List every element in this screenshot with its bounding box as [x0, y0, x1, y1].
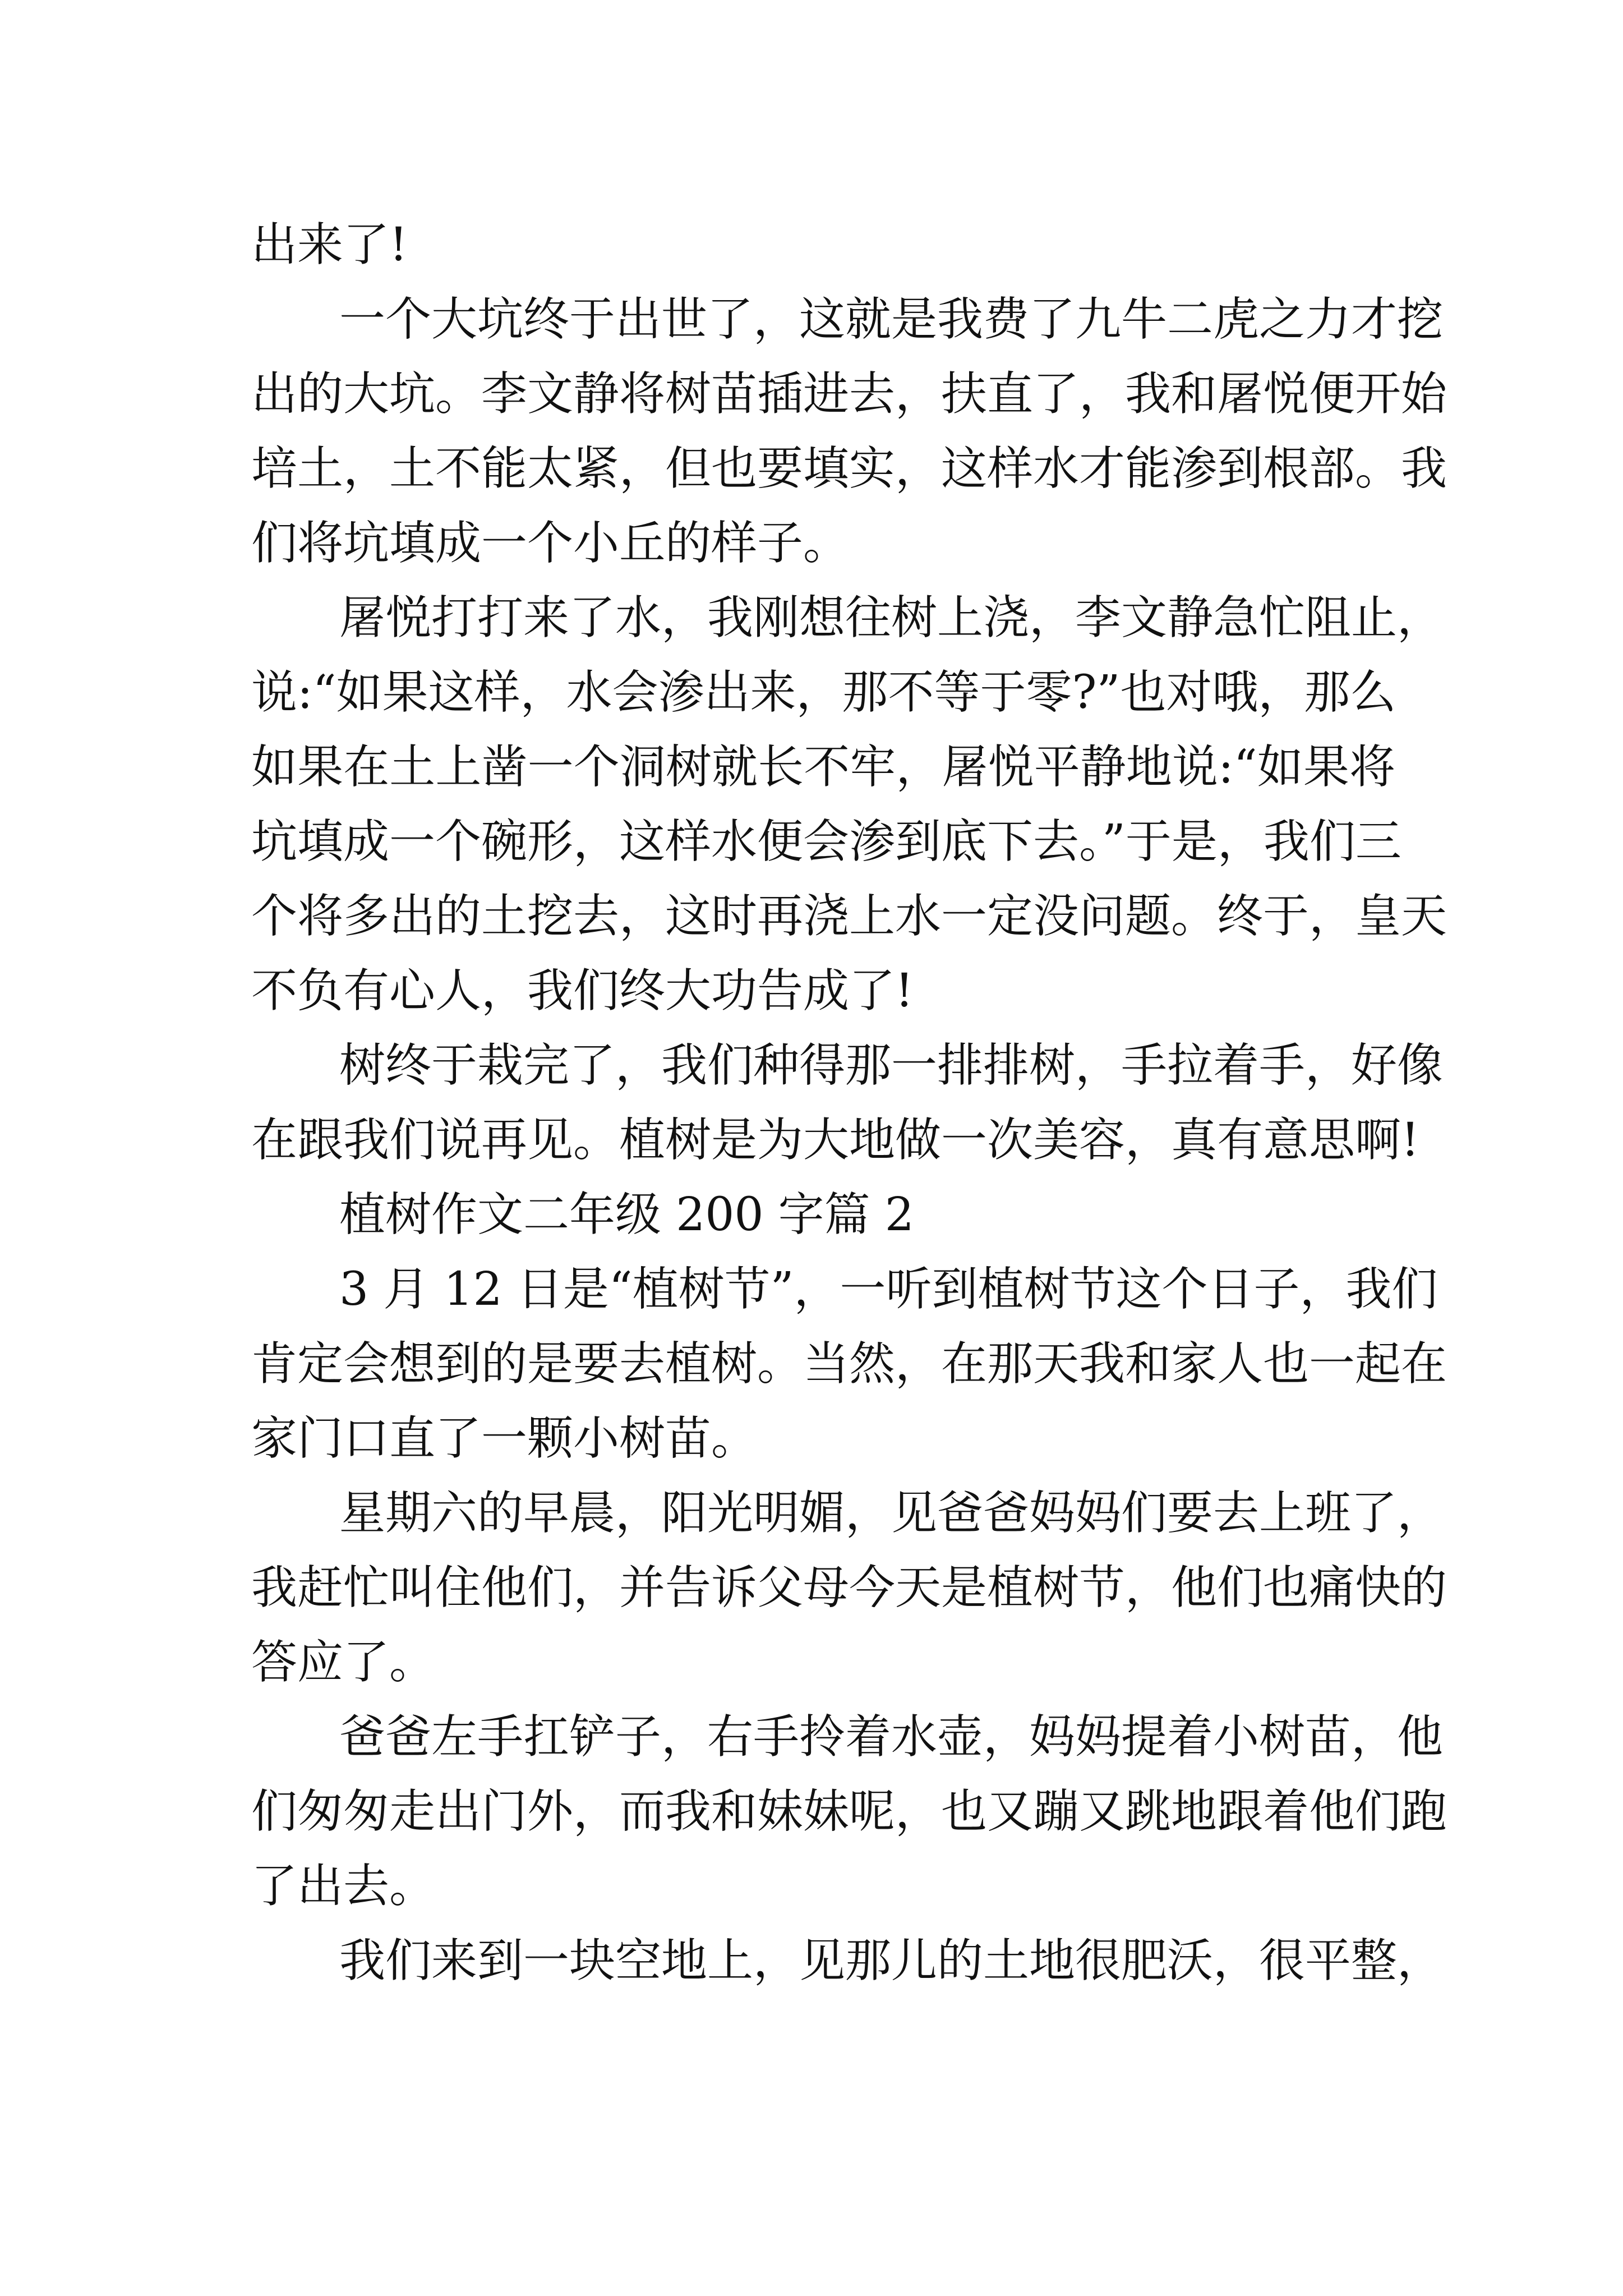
- text-line: 出的大坑。李文静将树苗插进去，扶直了，我和屠悦便开始: [251, 367, 1447, 421]
- paragraph-first-line: 一个大坑终于出世了，这就是我费了九牛二虎之力才挖: [339, 293, 1444, 346]
- text-line: 在跟我们说再见。植树是为大地做一次美容，真有意思啊!: [251, 1114, 1419, 1167]
- text-line: 们将坑填成一个小丘的样子。: [251, 517, 850, 570]
- text-line: 个将多出的土挖去，这时再浇上水一定没问题。终于，皇天: [251, 890, 1447, 943]
- paragraph-first-line: 爸爸左手扛铲子，右手拎着水壶，妈妈提着小树苗，他: [339, 1710, 1444, 1764]
- text-line: 我赶忙叫住他们，并告诉父母今天是植树节，他们也痛快的: [251, 1561, 1447, 1614]
- paragraph-first-line: 屠悦打打来了水，我刚想往树上浇，李文静急忙阻止，: [339, 591, 1444, 645]
- paragraph-first-line: 星期六的早晨，阳光明媚，见爸爸妈妈们要去上班了，: [339, 1487, 1444, 1540]
- text-line: 如果在土上凿一个洞树就长不牢，屠悦平静地说:“如果将: [251, 740, 1395, 794]
- text-line: 说:“如果这样，水会渗出来，那不等于零?”也对哦，那么: [251, 666, 1396, 719]
- text-line: 家门口直了一颗小树苗。: [251, 1412, 758, 1465]
- text-line: 了出去。: [251, 1860, 436, 1913]
- text-line: 培土，土不能太紧，但也要填实，这样水才能渗到根部。我: [251, 442, 1447, 495]
- text-line: 肯定会想到的是要去植树。当然，在那天我和家人也一起在: [251, 1337, 1447, 1391]
- paragraph-first-line: 3 月 12 日是“植树节”，一听到植树节这个日子，我们: [339, 1263, 1438, 1316]
- text-line: 们匆匆走出门外，而我和妹妹呢，也又蹦又跳地跟着他们跑: [251, 1785, 1447, 1838]
- text-line: 答应了。: [251, 1636, 436, 1689]
- text-line: 不负有心人，我们终大功告成了!: [251, 964, 914, 1018]
- paragraph-first-line: 树终于栽完了，我们种得那一排排树，手拉着手，好像: [339, 1039, 1444, 1092]
- section-heading: 植树作文二年级 200 字篇 2: [339, 1188, 914, 1241]
- text-line: 坑填成一个碗形，这样水便会渗到底下去。”于是，我们三: [251, 815, 1401, 868]
- paragraph-first-line: 我们来到一块空地上，见那儿的土地很肥沃，很平整，: [339, 1934, 1444, 1987]
- text-line: 出来了!: [251, 218, 408, 272]
